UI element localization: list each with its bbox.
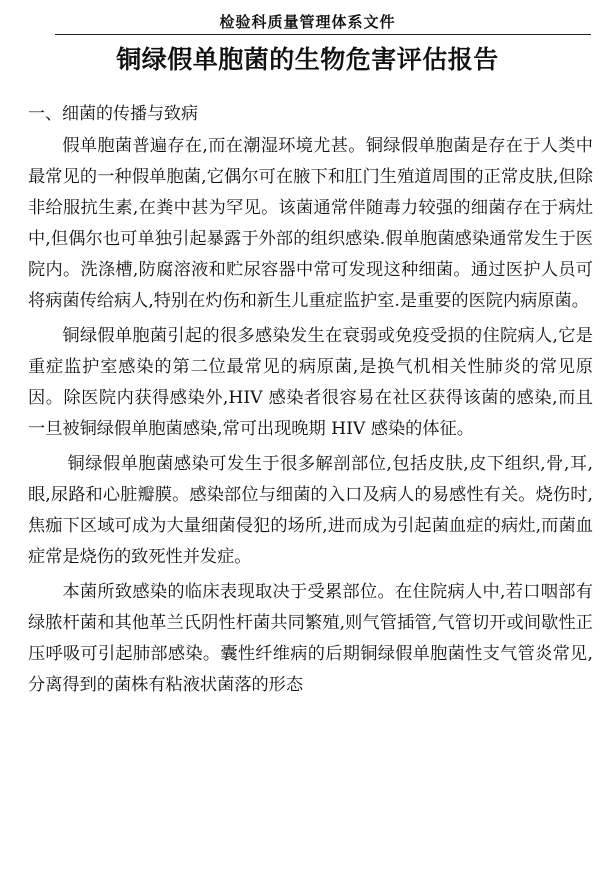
document-title: 铜绿假单胞菌的生物危害评估报告 — [116, 45, 499, 74]
section-heading: 一、细菌的传播与致病 — [28, 104, 198, 124]
header-divider — [55, 34, 591, 35]
paragraph: 铜绿假单胞菌引起的很多感染发生在衰弱或免疫受损的住院病人,它是重症监护室感染的第二位最常见的病原菌,是换气机相关性肺炎的常见原因。除医院内获得感染外,HIV 感染者很容易在社区获得该菌的感染,而且一旦被铜绿假单胞菌感染,常可出现晚期 HIV 感染的体征。 — [28, 326, 593, 439]
document-header: 检验科质量管理体系文件 — [219, 13, 396, 31]
paragraph: 假单胞菌普遍存在,而在潮湿环境尤甚。铜绿假单胞菌是存在于人类中最常见的一种假单胞菌,它偶尔可在腋下和肛门生殖道周围的正常皮肤,但除非给服抗生素,在粪中甚为罕见。该菌通常伴随毒力较强的细菌存在于病灶中,但偶尔也可单独引起暴露于外部的组织感染.假单胞菌感染通常发生于医院内。洗涤槽,防腐溶液和贮尿容器中常可发现这种细菌。通过医护人员可将病菌传给病人,特别在灼伤和新生儿重症监护室.是重要的医院内病原菌。 — [28, 136, 593, 311]
paragraph: 本菌所致感染的临床表现取决于受累部位。在住院病人中,若口咽部有绿脓杆菌和其他革兰氏阴性杆菌共同繁殖,则气管插管,气管切开或间歇性正压呼吸可引起肺部感染。囊性纤维病的后期铜绿假单胞菌性支气管炎常见,分离得到的菌株有粘液状菌落的形态 — [28, 582, 593, 695]
paragraph: 铜绿假单胞菌感染可发生于很多解剖部位,包括皮肤,皮下组织,骨,耳,眼,尿路和心脏瓣膜。感染部位与细菌的入口及病人的易感性有关。烧伤时,焦痂下区域可成为大量细菌侵犯的场所,进而成为引起菌血症的病灶,而菌血症常是烧伤的致死性并发症。 — [28, 454, 593, 567]
document-body — [28, 131, 593, 705]
